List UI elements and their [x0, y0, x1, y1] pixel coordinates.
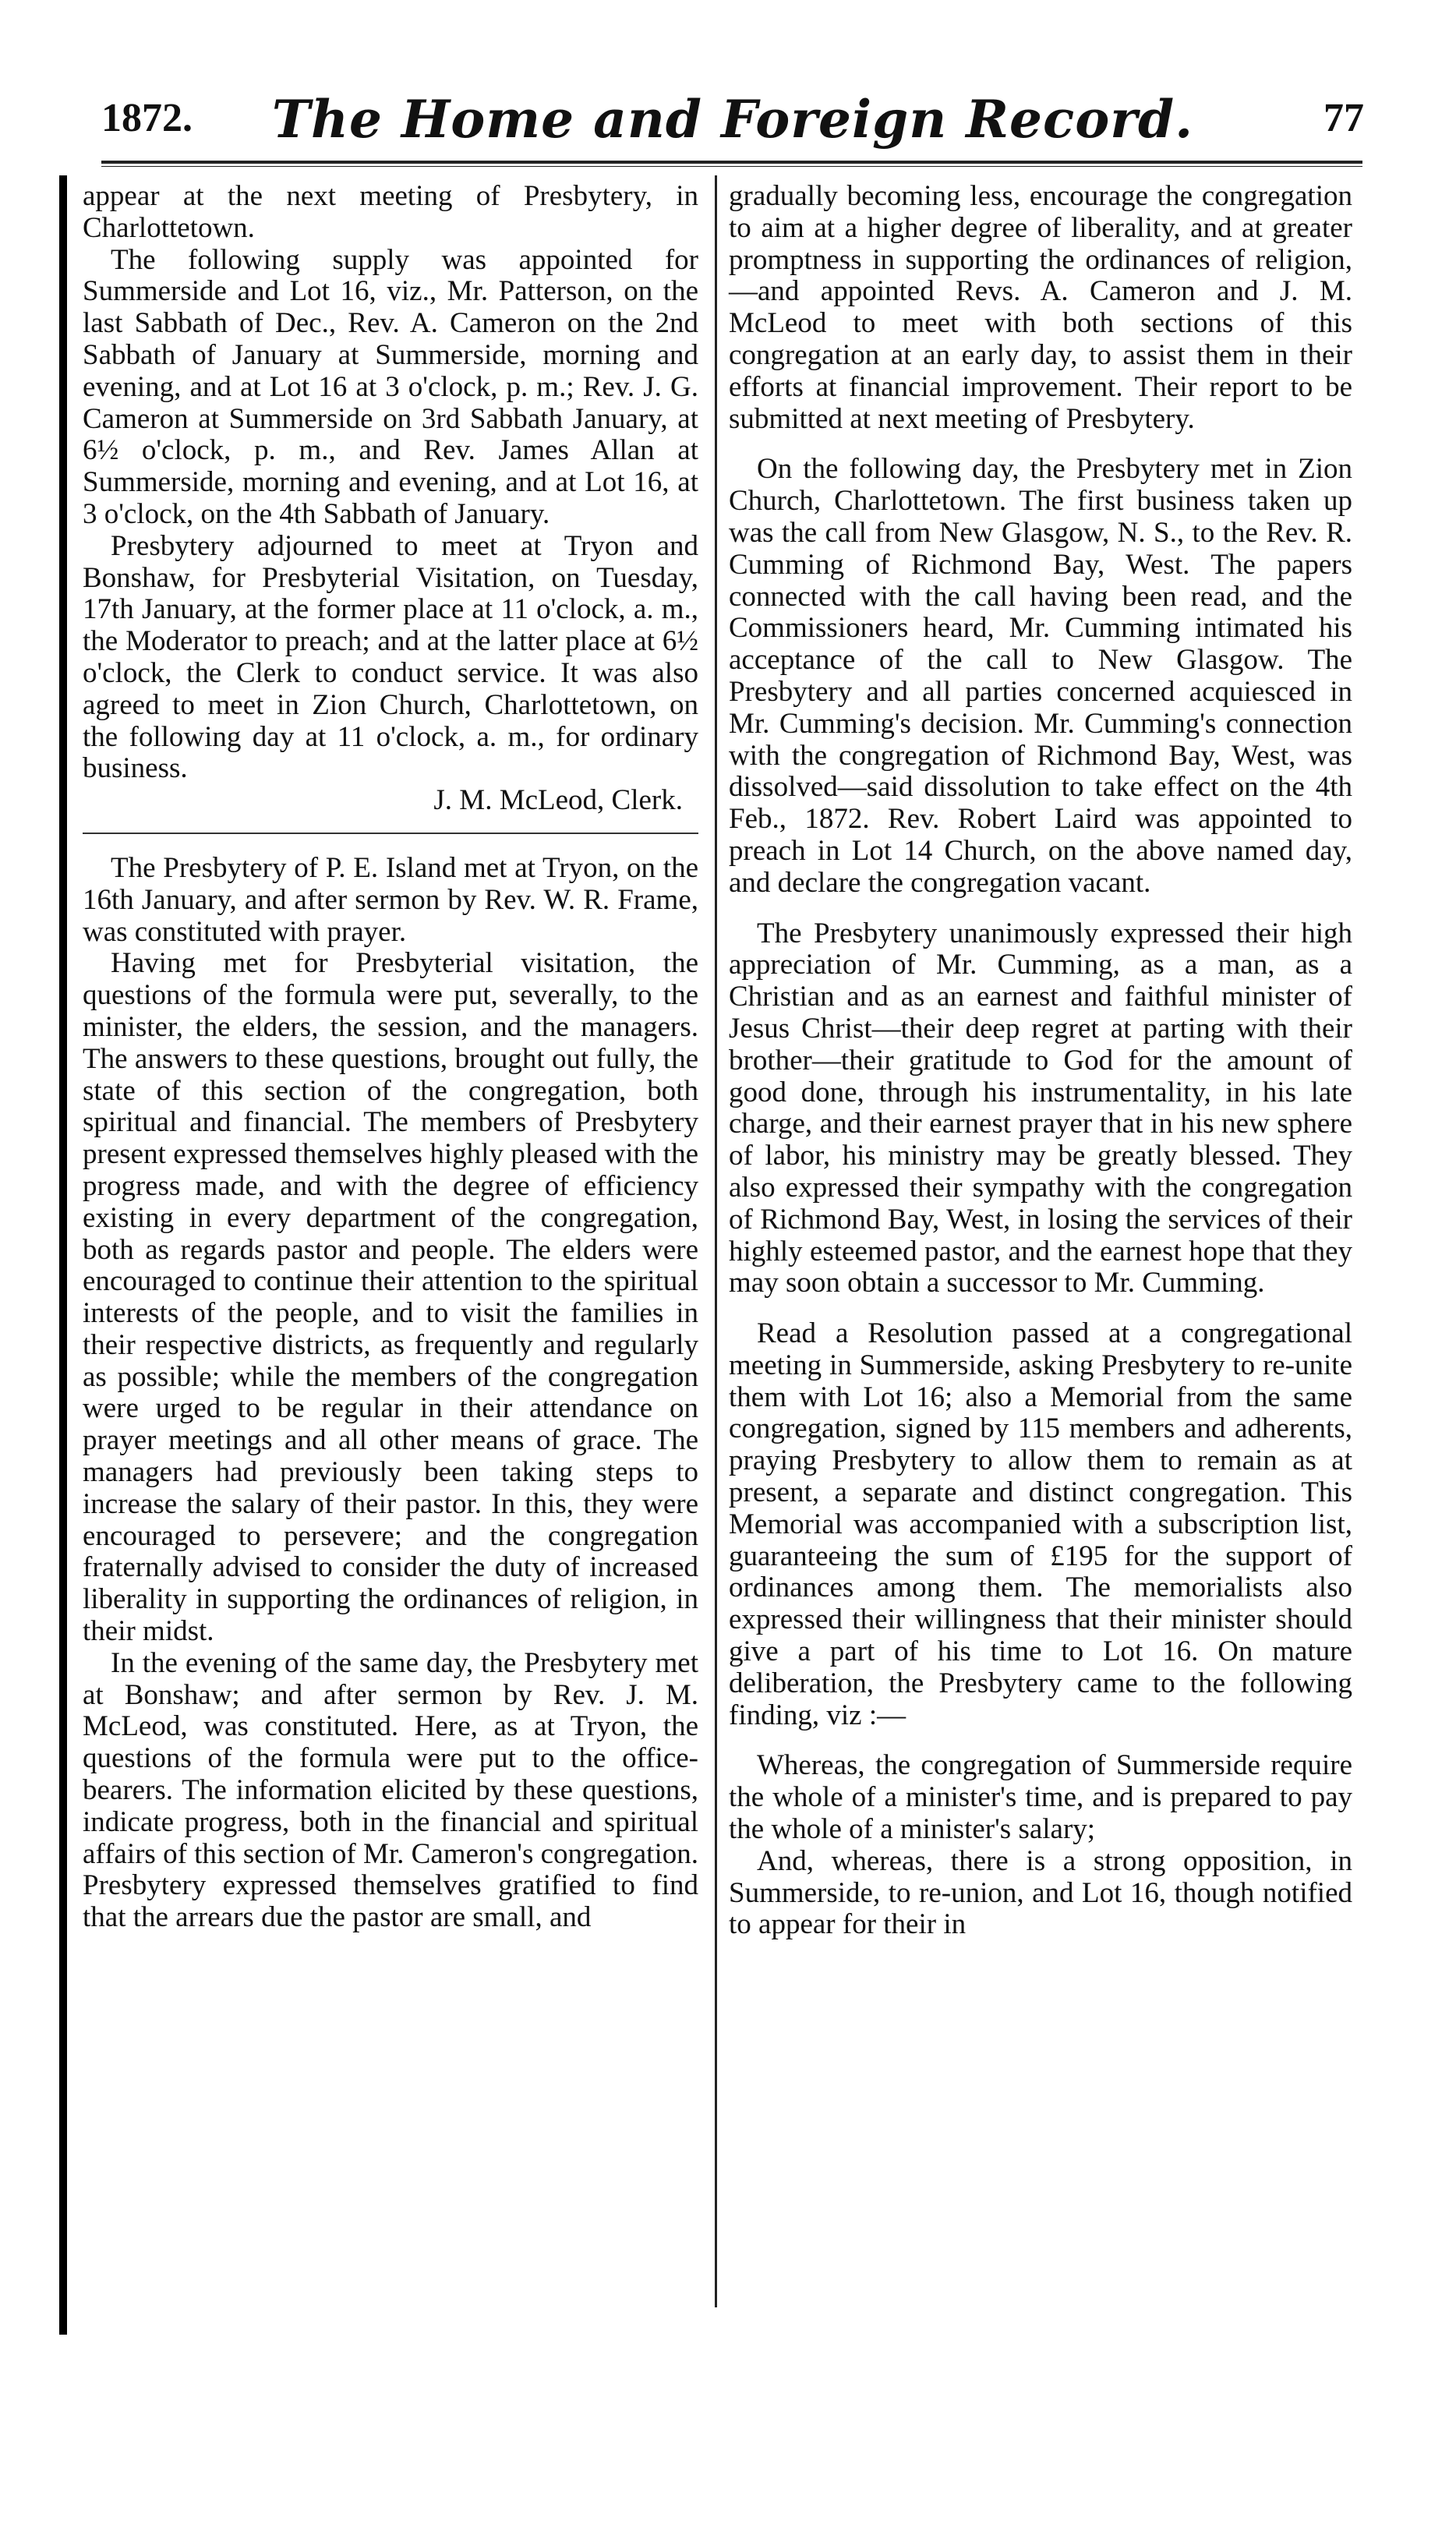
- page-header: [101, 86, 1364, 148]
- header-rule: [101, 161, 1362, 164]
- right-column: [729, 181, 1352, 1941]
- left-column: [83, 181, 698, 1934]
- paragraph: Whereas, the congregation of Summerside require the whole of a minister's time, and is prepared to pay the whole of a minister's salary;: [729, 1749, 1352, 1846]
- paragraph: And, whereas, there is a strong opposition, in Summerside, to re-union, and Lot 16, though notified to appear for their in: [729, 1844, 1352, 1941]
- header-rule-thin: [101, 166, 1362, 167]
- paragraph: appear at the next meeting of Presbytery, in Charlottetown.: [83, 180, 698, 244]
- journal-title: The Home and Foreign Record.: [271, 89, 1194, 150]
- paragraph: Read a Resolution passed at a congregational meeting in Summerside, asking Presbytery to re-unite them with Lot 16; also a Memorial from the same congregation, signed by 115 members and adherents, praying Presbytery to allow them to remain as at present, a separate and distinct congregation. This Memorial was accompanied with a subscription list, guaranteeing the sum of £195 for the support of ordinances among them. The memorialists also expressed their willingness that their minister should give a part of his time to Lot 16. On mature deliberation, the Presbytery came to the following finding, viz :—: [729, 1317, 1352, 1731]
- paragraph: The Presbytery unanimously expressed their high appreciation of Mr. Cumming, as a man, as a Christian and as an earnest and faithful minister of Jesus Christ—their deep regret at parting with their brother—their gratitude to God for the amount of good done, through his instrumentality, in his late charge, and their earnest prayer that in his new sphere of labor, his ministry may be greatly blessed. They also expressed their sympathy with the congregation of Richmond Bay, West, in losing the services of their highly esteemed pastor, and the earnest hope that they may soon obtain a successor to Mr. Cumming.: [729, 917, 1352, 1299]
- column-divider: [715, 175, 717, 2307]
- clerk-signature: J. M. McLeod, Clerk.: [433, 784, 683, 817]
- section-separator: [83, 833, 698, 834]
- header-year: 1872.: [101, 96, 193, 140]
- paragraph: In the evening of the same day, the Presbytery met at Bonshaw; and after sermon by Rev. J. M. McLeod, was constituted. Here, as at Tryon, the questions of the formula were put to the office-bearers. The information elicited by these questions, indicate progress, both in the financial and spiritual affairs of this section of Mr. Cameron's congregation. Presbytery expressed themselves gratified to find that the arrears due the pastor are small, and: [83, 1646, 698, 1934]
- paragraph: The following supply was appointed for Summerside and Lot 16, viz., Mr. Patterson, on the last Sabbath of Dec., Rev. A. Cameron on the 2nd Sabbath of January at Summerside, morning and evening, and at Lot 16 at 3 o'clock, p. m.; Rev. J. G. Cameron at Summerside on 3rd Sabbath January, at 6½ o'clock, p. m., and Rev. James Allan at Summerside, morning and evening, and at Lot 16, at 3 o'clock, on the 4th Sabbath of January.: [83, 243, 698, 530]
- page-number: 77: [1323, 96, 1364, 140]
- left-margin-bar: [59, 175, 67, 2335]
- paragraph: Having met for Presbyterial visitation, the questions of the formula were put, severally, to the minister, the elders, the session, and the managers. The answers to these questions, brought out fully, the state of this section of the congregation, both spiritual and financial. The members of Presbytery present expressed themselves highly pleased with the progress made, and with the degree of efficiency existing in every department of the congregation, both as regards pastor and people. The elders were encouraged to continue their attention to the spiritual interests of the people, and to visit the families in their respective districts, as frequently and regularly as possible; while the members of the congregation were urged to be regular in their attendance on prayer meetings and all other means of grace. The managers had previously been taking steps to increase the salary of their pastor. In this, they were encouraged to persevere; and the congregation fraternally advised to consider the duty of increased liberality in supporting the ordinances of religion, in their midst.: [83, 947, 698, 1648]
- paragraph: The Presbytery of P. E. Island met at Tryon, on the 16th January, and after sermon by Rev. W. R. Frame, was constituted with prayer.: [83, 851, 698, 948]
- paragraph: Presbytery adjourned to meet at Tryon and Bonshaw, for Presbyterial Visitation, on Tuesday, 17th January, at the former place at 11 o'clock, a. m., the Moderator to preach; and at the latter place at 6½ o'clock, the Clerk to conduct service. It was also agreed to meet in Zion Church, Charlottetown, on the following day at 11 o'clock, a. m., for ordinary business.: [83, 529, 698, 785]
- paragraph: On the following day, the Presbytery met in Zion Church, Charlottetown. The first business taken up was the call from New Glasgow, N. S., to the Rev. R. Cumming of Richmond Bay, West. The papers connected with the call having been read, and the Commissioners heard, Mr. Cumming intimated his acceptance of the call to New Glasgow. The Presbytery and all parties concerned acquiesced in Mr. Cumming's decision. Mr. Cumming's connection with the congregation of Richmond Bay, West, was dissolved—said dissolution to take effect on the 4th Feb., 1872. Rev. Robert Laird was appointed to preach in Lot 14 Church, on the above named day, and declare the congregation vacant.: [729, 453, 1352, 899]
- paragraph: gradually becoming less, encourage the congregation to aim at a higher degree of liberality, and at greater promptness in supporting the ordinances of religion,—and appointed Revs. A. Cameron and J. M. McLeod to meet with both sections of this congregation at an early day, to assist them in their efforts at financial improvement. Their report to be submitted at next meeting of Presbytery.: [729, 180, 1352, 435]
